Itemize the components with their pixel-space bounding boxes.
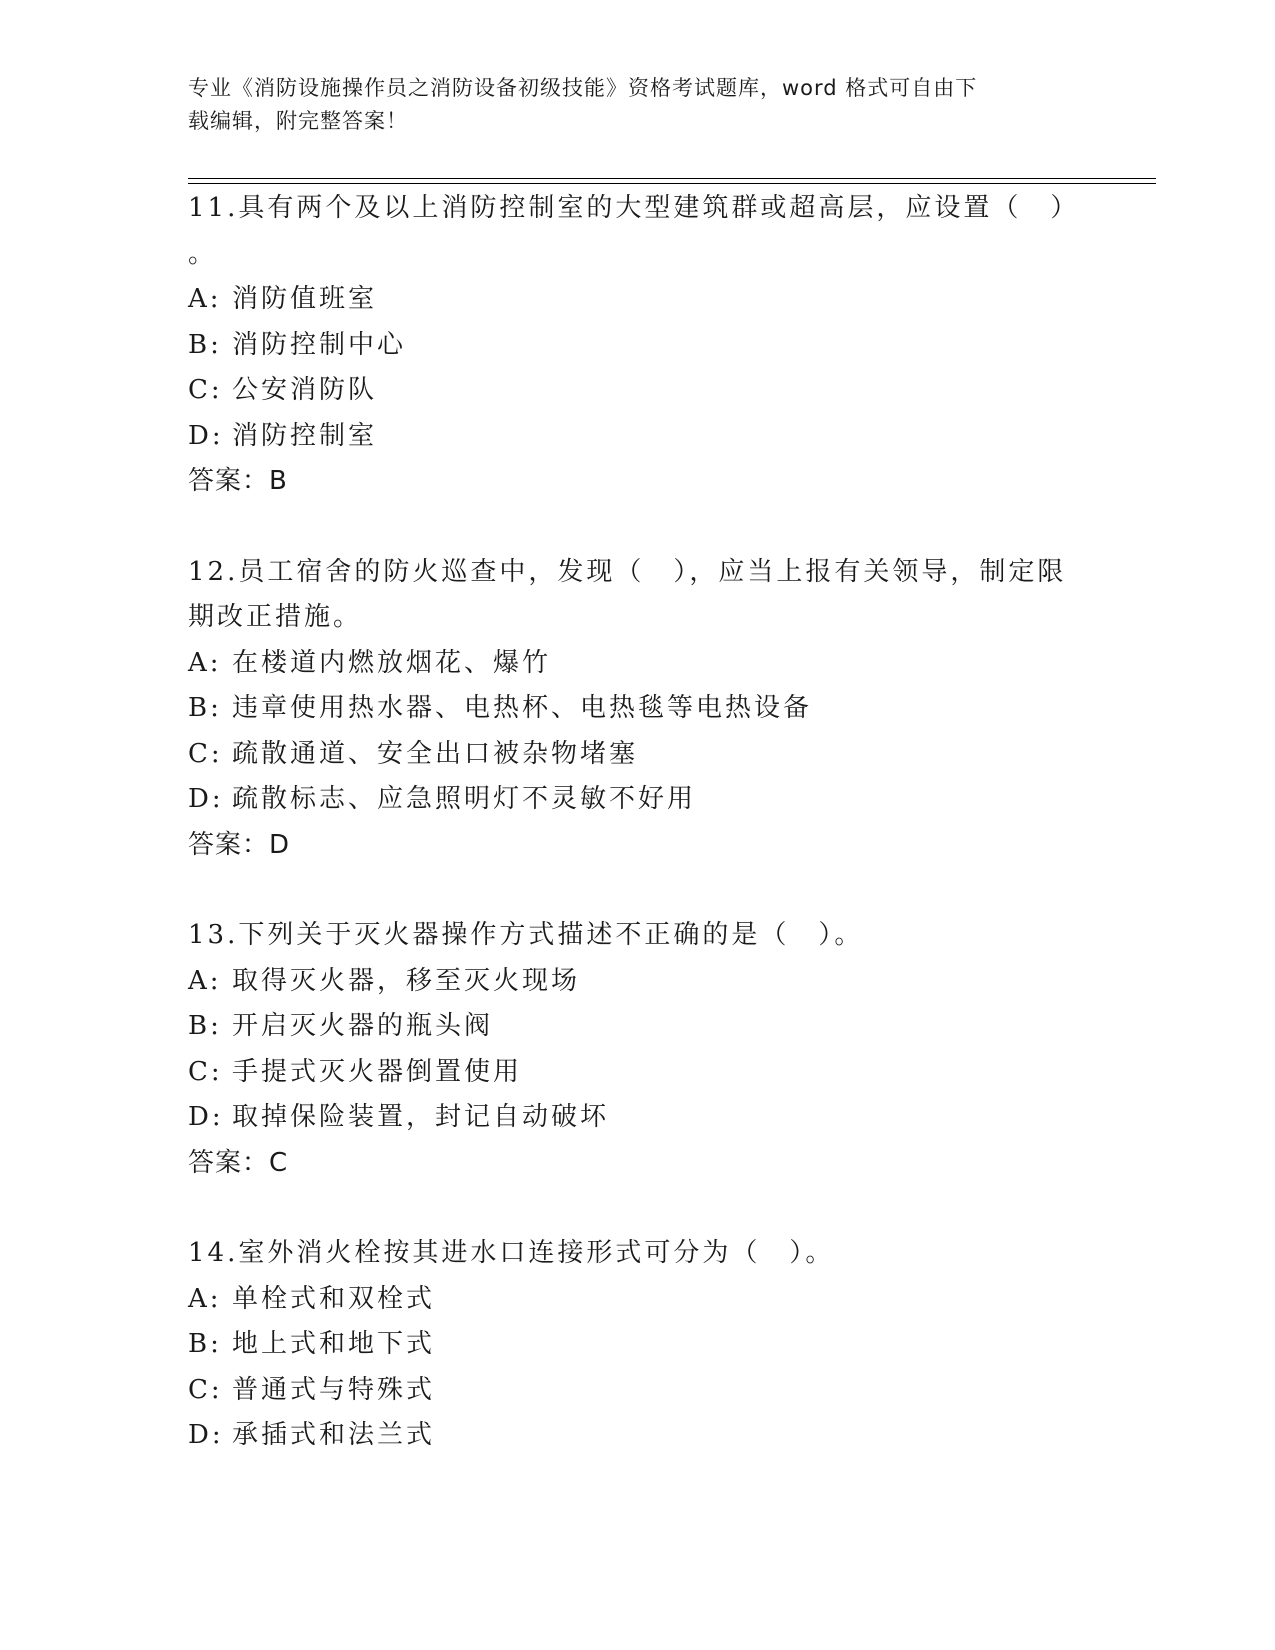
option-b (188, 1004, 1118, 1050)
option-text: 疏散通道、安全出口被杂物堵塞 (232, 738, 639, 769)
option-text: 消防值班室 (232, 284, 378, 314)
option-c (188, 1050, 1118, 1096)
option-d (188, 1095, 1118, 1141)
option-letter: B: (188, 693, 222, 723)
header-divider-thin (188, 178, 1156, 179)
question-12 (188, 550, 1118, 869)
option-text: 普通式与特殊式 (232, 1374, 436, 1405)
option-text: 地上式和地下式 (232, 1329, 436, 1359)
question-text: 14.室外消火栓按其进水口连接形式可分为（ ）。 (188, 1238, 835, 1268)
option-letter: A: (188, 284, 222, 314)
page-header (188, 72, 1088, 138)
answer: 答案：B (188, 466, 288, 496)
option-d (188, 1413, 1118, 1459)
option-text: 公安消防队 (232, 375, 378, 405)
question-text: 13.下列关于灭火器操作方式描述不正确的是（ ）。 (188, 920, 864, 950)
option-b (188, 686, 1118, 732)
option-c (188, 368, 1118, 414)
question-13 (188, 913, 1118, 1186)
header-line-2: 载编辑，附完整答案！ (188, 109, 408, 133)
question-11 (188, 186, 1118, 505)
spacer (188, 505, 1118, 550)
option-letter: C: (188, 1374, 223, 1405)
option-letter: D: (188, 1102, 224, 1132)
option-text: 取掉保险装置，封记自动破坏 (232, 1102, 610, 1132)
option-letter: D: (188, 420, 224, 451)
option-d (188, 414, 1118, 460)
question-14 (188, 1231, 1118, 1459)
option-c (188, 732, 1118, 778)
option-b (188, 1322, 1118, 1368)
option-b (188, 323, 1118, 369)
option-letter: A: (188, 965, 222, 996)
question-text: 12.员工宿舍的防火巡查中，发现（ ），应当上报有关领导，制定限 (188, 556, 1067, 587)
option-text: 取得灭火器，移至灭火现场 (232, 965, 581, 996)
answer: 答案：C (188, 1147, 289, 1178)
option-letter: B: (188, 1011, 222, 1041)
option-text: 单栓式和双栓式 (232, 1283, 436, 1314)
option-c (188, 1368, 1118, 1414)
question-text: 11.具有两个及以上消防控制室的大型建筑群或超高层，应设置（ ） (188, 193, 1080, 223)
option-letter: D: (188, 784, 224, 814)
option-text: 承插式和法兰式 (232, 1420, 436, 1450)
option-a (188, 277, 1118, 323)
option-text: 消防控制室 (232, 420, 378, 451)
answer: 答案：D (188, 829, 291, 860)
option-text: 手提式灭火器倒置使用 (232, 1056, 523, 1087)
header-divider-thick (188, 183, 1156, 184)
option-letter: D: (188, 1420, 224, 1450)
option-a (188, 1277, 1118, 1323)
option-text: 在楼道内燃放烟花、爆竹 (232, 647, 552, 678)
option-letter: A: (188, 1283, 222, 1314)
option-text: 违章使用热水器、电热杯、电热毯等电热设备 (232, 693, 813, 723)
option-letter: B: (188, 1329, 222, 1359)
question-list (188, 186, 1118, 1459)
header-line-1: 专业《消防设施操作员之消防设备初级技能》资格考试题库，word 格式可自由下 (188, 76, 978, 100)
option-letter: C: (188, 375, 223, 405)
spacer (188, 868, 1118, 913)
question-text-continued: 期改正措施。 (188, 602, 363, 632)
option-a (188, 641, 1118, 687)
option-a (188, 959, 1118, 1005)
option-letter: C: (188, 738, 223, 769)
spacer (188, 1186, 1118, 1231)
option-letter: B: (188, 329, 222, 360)
option-letter: C: (188, 1056, 223, 1087)
question-text-continued: 。 (188, 238, 218, 269)
option-letter: A: (188, 647, 222, 678)
option-d (188, 777, 1118, 823)
option-text: 开启灭火器的瓶头阀 (232, 1011, 494, 1041)
option-text: 疏散标志、应急照明灯不灵敏不好用 (232, 784, 697, 814)
option-text: 消防控制中心 (232, 329, 407, 360)
